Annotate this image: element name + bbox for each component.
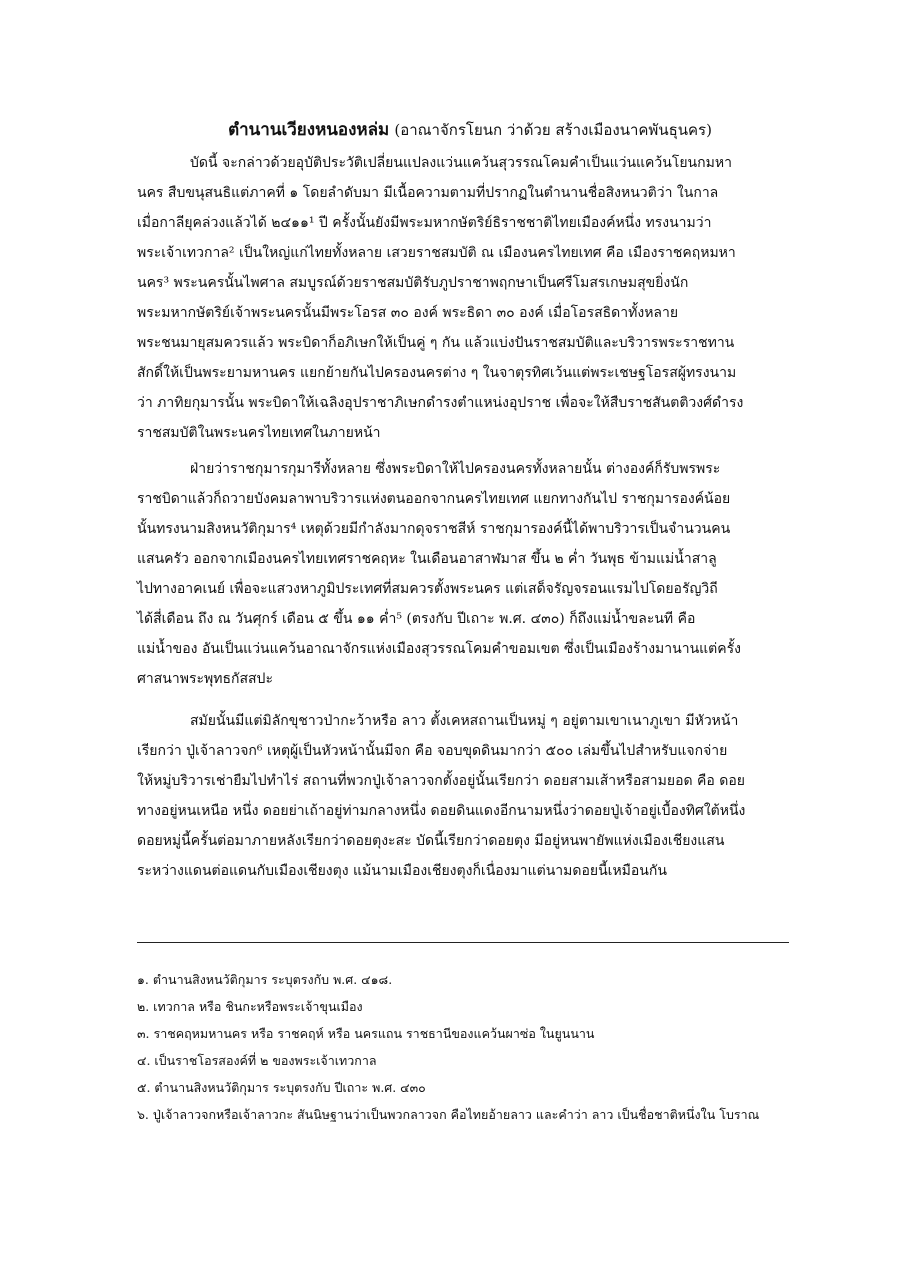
body-line: ราชบิดาแล้วก็ถวายบังคมลาพาบริวารแห่งตนออกจากนครไทยเทศ แยกทางกันไป ราชกุมารองค์น้อย (137, 491, 731, 507)
body-line: ได้สี่เดือน ถึง ณ วันศุกร์ เดือน ๕ ขึ้น ๑๑ ค่ำ⁵ (ตรงกับ ปีเถาะ พ.ศ. ๔๓๐) ก็ถึงแม่น้ำขละนที คือ (137, 611, 696, 627)
body-line: สมัยนั้นมีแต่มิลักขุชาวป่ากะว้าหรือ ลาว ตั้งเคหสถานเป็นหมู่ ๆ อยู่ตามเขาเนาภูเขา มีหัวหน้า (190, 713, 739, 729)
body-line: พระมหากษัตริย์เจ้าพระนครนั้นมีพระโอรส ๓๐ องค์ พระธิดา ๓๐ องค์ เมื่อโอรสธิดาทั้งหลาย (137, 305, 679, 321)
body-line: ดอยหมู่นี้ครั้นต่อมาภายหลังเรียกว่าดอยตุงะสะ บัดนี้เรียกว่าดอยตุง มีอยู่หนพายัพแห่งเมืองเชียงแสน (137, 833, 725, 849)
body-line: ฝ่ายว่าราชกุมารกุมารีทั้งหลาย ซึ่งพระบิดาให้ไปครองนครทั้งหลายนั้น ต่างองค์ก็รับพรพระ (190, 461, 721, 477)
body-line: พระเจ้าเทวกาล² เป็นใหญ่แก่ไทยทั้งหลาย เสวยราชสมบัติ ณ เมืองนครไทยเทศ คือ เมืองราชคฤหมหา (137, 245, 736, 261)
body-line: ราชสมบัติในพระนครไทยเทศในภายหน้า (137, 425, 381, 441)
title-main: ตำนานเวียงหนองหล่ม (228, 120, 390, 140)
footnote-item: ๒. เทวกาล หรือ ชินกะหรือพระเจ้าขุนเมือง (137, 999, 363, 1014)
body-line: นั้นทรงนามสิงหนวัติกุมาร⁴ เหตุด้วยมีกำลังมากดุจราชสีห์ ราชกุมารองค์นี้ได้พาบริวารเป็นจำนวนคน (137, 521, 731, 537)
body-line: เรียกว่า ปู่เจ้าลาวจก⁶ เหตุผู้เป็นหัวหน้านั้นมีจก คือ จอบขุดดินมากว่า ๕๐๐ เล่มขึ้นไปสำหรับแจกจ่าย (137, 743, 728, 759)
title-subtitle: (อาณาจักรโยนก ว่าด้วย สร้างเมืองนาคพันธุนคร) (394, 121, 712, 139)
footnote-item: ๕. ตำนานสิงหนวัติกุมาร ระบุตรงกับ ปีเถาะ พ.ศ. ๔๓๐ (137, 1080, 426, 1095)
footnote-divider (137, 942, 789, 943)
body-line: ให้หมู่บริวารเช่ายืมไปทำไร่ สถานที่พวกปู่เจ้าลาวจกตั้งอยู่นั้นเรียกว่า ดอยสามเส้าหรือสามยอด คือ ดอย (137, 773, 745, 789)
footnote-item: ๓. ราชคฤหมหานคร หรือ ราชคฤห์ หรือ นครแถน ราชธานีของแคว้นผาซ่อ ในยูนนาน (137, 1026, 595, 1041)
body-line: ทางอยู่หนเหนือ หนึ่ง ดอยย่าเถ้าอยู่ท่ามกลางหนึ่ง ดอยดินแดงอีกนามหนึ่งว่าดอยปู่เจ้าอยู่เบื้องทิศใต้หนึ่ง (137, 803, 746, 819)
body-line: ไปทางอาคเนย์ เพื่อจะแสวงหาภูมิประเทศที่สมควรตั้งพระนคร แต่เสด็จรัญจรอนแรมไปโดยอรัญวิถี (137, 581, 718, 597)
body-line: สักดิ์ให้เป็นพระยามหานคร แยกย้ายกันไปครองนครต่าง ๆ ในจาตุรทิศเว้นแต่พระเชษฐโอรสผู้ทรงนาม (137, 365, 737, 381)
body-line: ระหว่างแดนต่อแดนกับเมืองเชียงตุง แม้นามเมืองเชียงตุงก็เนื่องมาแต่นามดอยนี้เหมือนกัน (137, 863, 667, 879)
body-line: แสนครัว ออกจากเมืองนครไทยเทศราชคฤหะ ในเดือนอาสาฬมาส ขึ้น ๒ ค่ำ วันพุธ ข้ามแม่น้ำสาลู (137, 551, 717, 567)
body-line: บัดนี้ จะกล่าวด้วยอุบัติประวัติเปลี่ยนแปลงแว่นแคว้นสุวรรณโคมคำเป็นแว่นแคว้นโยนกมหา (190, 155, 732, 171)
body-line: นคร³ พระนครนั้นไพศาล สมบูรณ์ด้วยราชสมบัติรับภูปราชาพฤกษาเป็นศรีโมสรเกษมสุขยิ่งนัก (137, 275, 689, 291)
footnote-item: ๖. ปู่เจ้าลาวจกหรือเจ้าลาวกะ สันนิษฐานว่าเป็นพวกลาวจก คือไทยอ้ายลาว และคำว่า ลาว เป็นชื่อชาติหนึ่งใน โบราณ (137, 1107, 760, 1122)
footnote-item: ๔. เป็นราชโอรสองค์ที่ ๒ ของพระเจ้าเทวกาล (137, 1053, 377, 1068)
body-line: พระชนมายุสมควรแล้ว พระบิดาก็อภิเษกให้เป็นคู่ ๆ กัน แล้วแบ่งปันราชสมบัติและบริวารพระราชทาน (137, 335, 735, 351)
body-line: แม่น้ำของ อันเป็นแว่นแคว้นอาณาจักรแห่งเมืองสุวรรณโคมคำขอมเขต ซึ่งเป็นเมืองร้างมานานแต่ครั้ง (137, 641, 741, 657)
body-line: นคร สืบขนุสนธิแต่ภาคที่ ๑ โดยลำดับมา มีเนื้อความตามที่ปรากฏในตำนานชื่อสิงหนวติว่า ในกาล (137, 185, 719, 201)
document-title (120, 118, 820, 142)
body-line: ศาสนาพระพุทธกัสสปะ (137, 671, 273, 687)
footnote-item: ๑. ตำนานสิงหนวัติกุมาร ระบุตรงกับ พ.ศ. ๔๑๘. (137, 972, 393, 987)
body-line: ว่า ภาทิยกุมารนั้น พระบิดาให้เฉลิงอุปราชาภิเษกดำรงตำแหน่งอุปราช เพื่อจะให้สืบราชสันตติวงศ์ดำรง (137, 395, 744, 411)
body-line: เมื่อกาลียุคล่วงแล้วได้ ๒๔๑๑¹ ปี ครั้งนั้นยังมีพระมหากษัตริย์ธิราชชาติไทยเมืองค์หนึ่ง ทรงนามว่า (137, 215, 712, 231)
